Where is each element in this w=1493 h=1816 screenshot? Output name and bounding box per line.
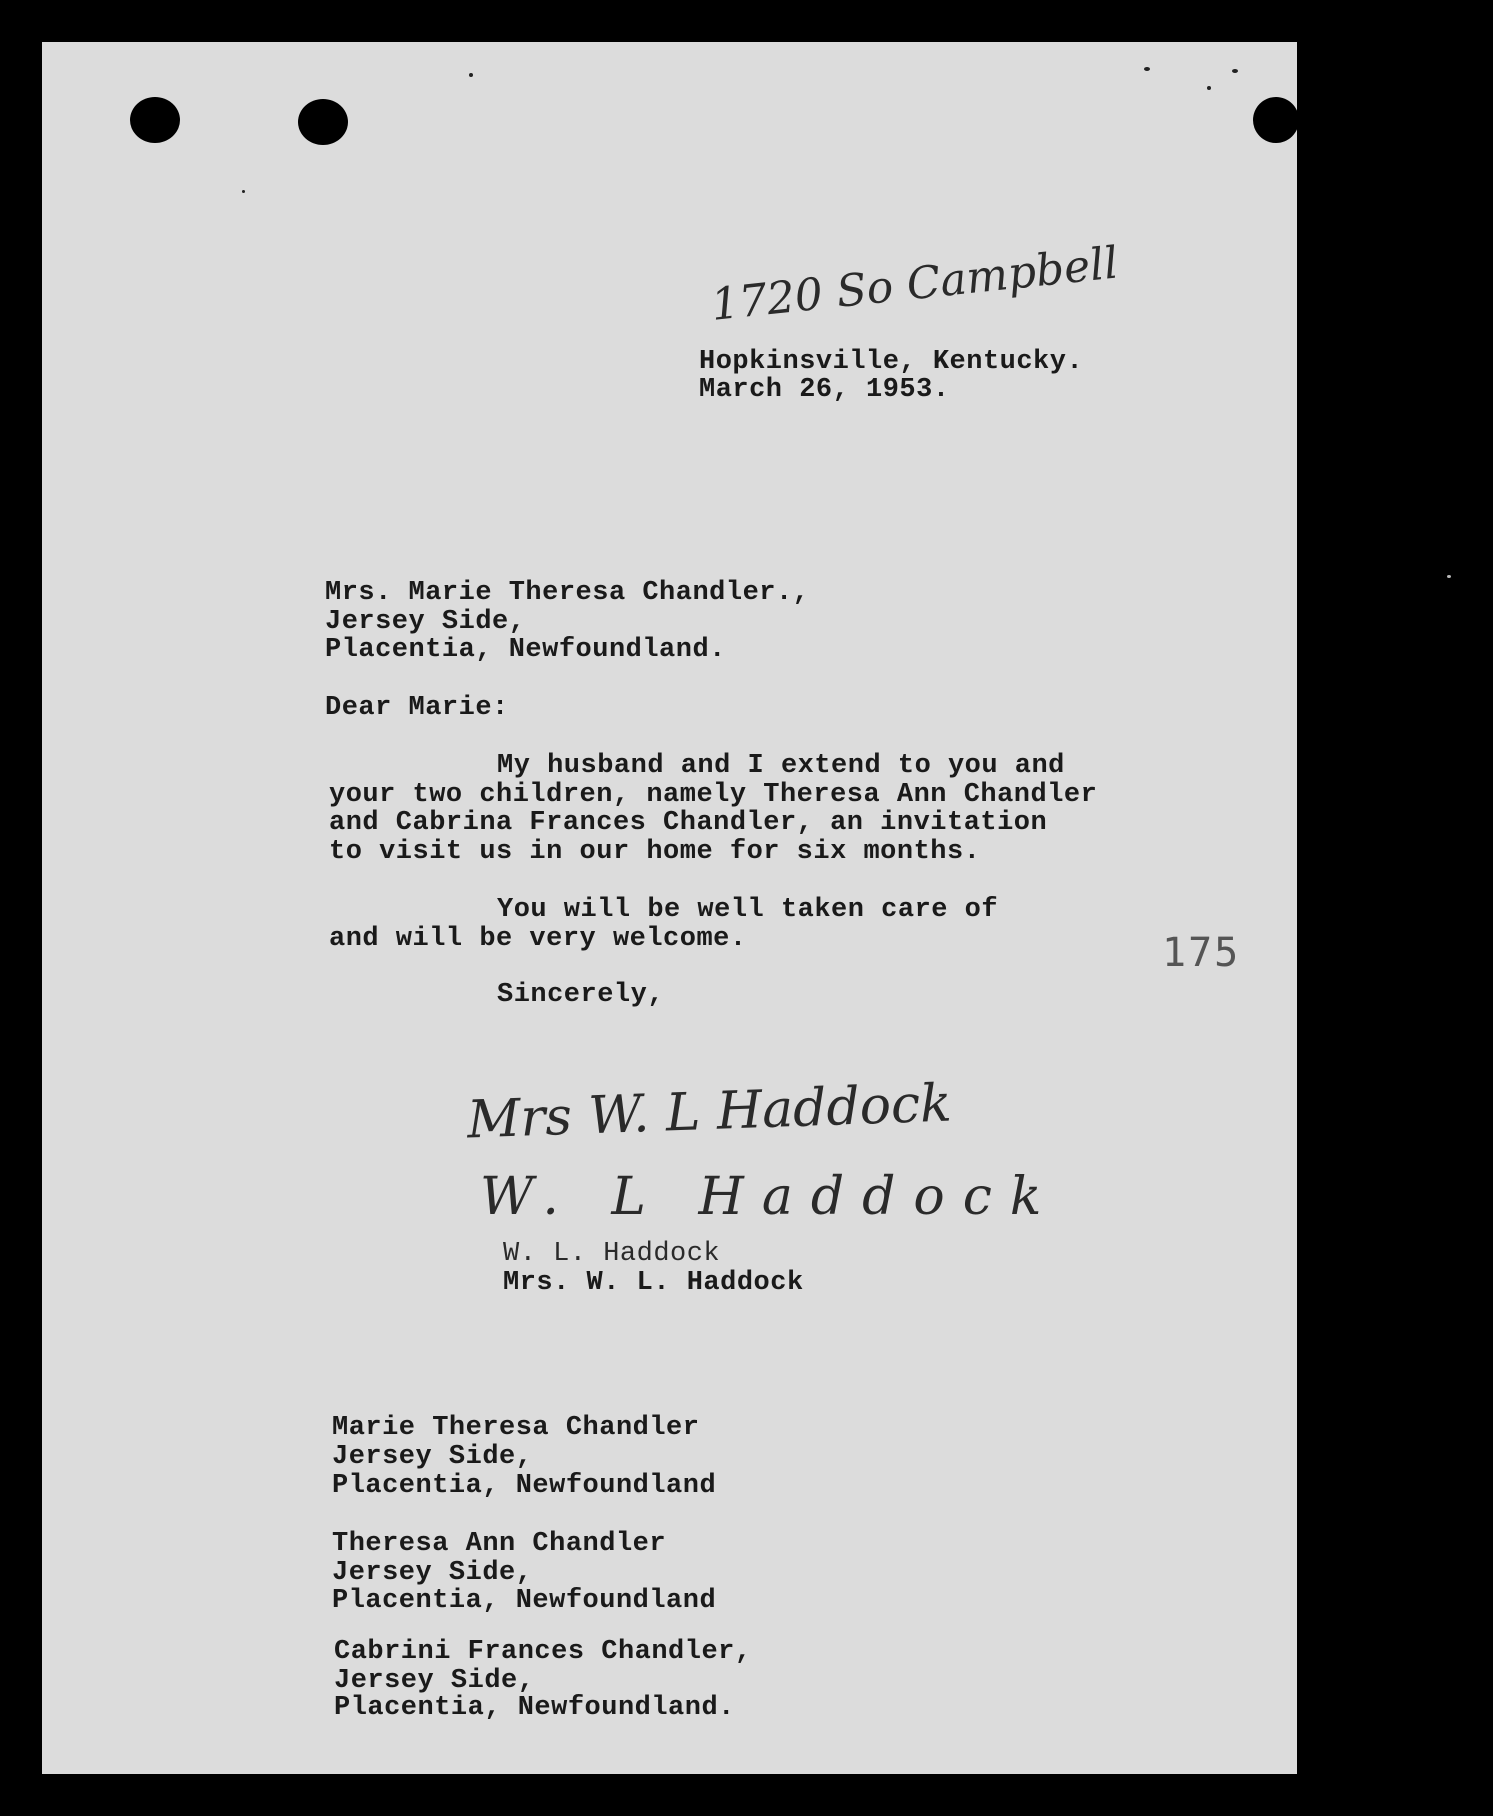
addressee-line: Placentia, Newfoundland. <box>334 1693 735 1723</box>
body-line: My husband and I extend to you and <box>497 751 1065 781</box>
handwritten-signature: W. L Haddock <box>480 1167 1060 1227</box>
punch-hole-center <box>298 99 348 145</box>
body-line: and Cabrina Frances Chandler, an invitation <box>329 808 1048 838</box>
speck <box>1144 67 1150 71</box>
addressee-line: Theresa Ann Chandler <box>332 1529 667 1559</box>
speck <box>469 73 473 77</box>
typed-signature: Mrs. W. L. Haddock <box>503 1268 804 1298</box>
addressee-line: Placentia, Newfoundland <box>332 1471 717 1501</box>
addressee-line: Jersey Side, <box>334 1666 535 1696</box>
addressee-line: Marie Theresa Chandler <box>332 1413 700 1443</box>
typed-signature: W. L. Haddock <box>503 1239 721 1269</box>
addressee-line: Jersey Side, <box>332 1442 533 1472</box>
recipient-line: Placentia, Newfoundland. <box>325 635 726 665</box>
closing: Sincerely, <box>497 980 665 1010</box>
speck <box>242 190 245 193</box>
addressee-line: Cabrini Frances Chandler, <box>334 1637 752 1667</box>
sender-city: Hopkinsville, Kentucky. <box>699 347 1084 377</box>
recipient-line: Jersey Side, <box>325 607 526 637</box>
letter-page <box>42 42 1297 1774</box>
handwritten-signature: Mrs W. L Haddock <box>466 1073 953 1151</box>
handwritten-address: 1720 So Campbell <box>708 237 1121 331</box>
punch-hole-left <box>130 97 180 143</box>
speck <box>1232 69 1238 73</box>
addressee-line: Jersey Side, <box>332 1558 533 1588</box>
letter-date: March 26, 1953. <box>699 375 950 405</box>
body-line: your two children, namely Theresa Ann Chandler <box>329 780 1098 810</box>
addressee-line: Placentia, Newfoundland <box>332 1586 717 1616</box>
punch-hole-right <box>1253 97 1299 143</box>
body-line: to visit us in our home for six months. <box>329 837 981 867</box>
recipient-line: Mrs. Marie Theresa Chandler., <box>325 578 810 608</box>
body-line: and will be very welcome. <box>329 924 747 954</box>
speck <box>1447 575 1451 578</box>
page-number: 175 <box>1162 930 1241 976</box>
body-line: You will be well taken care of <box>497 895 999 925</box>
speck <box>1207 86 1211 90</box>
salutation: Dear Marie: <box>325 693 509 723</box>
